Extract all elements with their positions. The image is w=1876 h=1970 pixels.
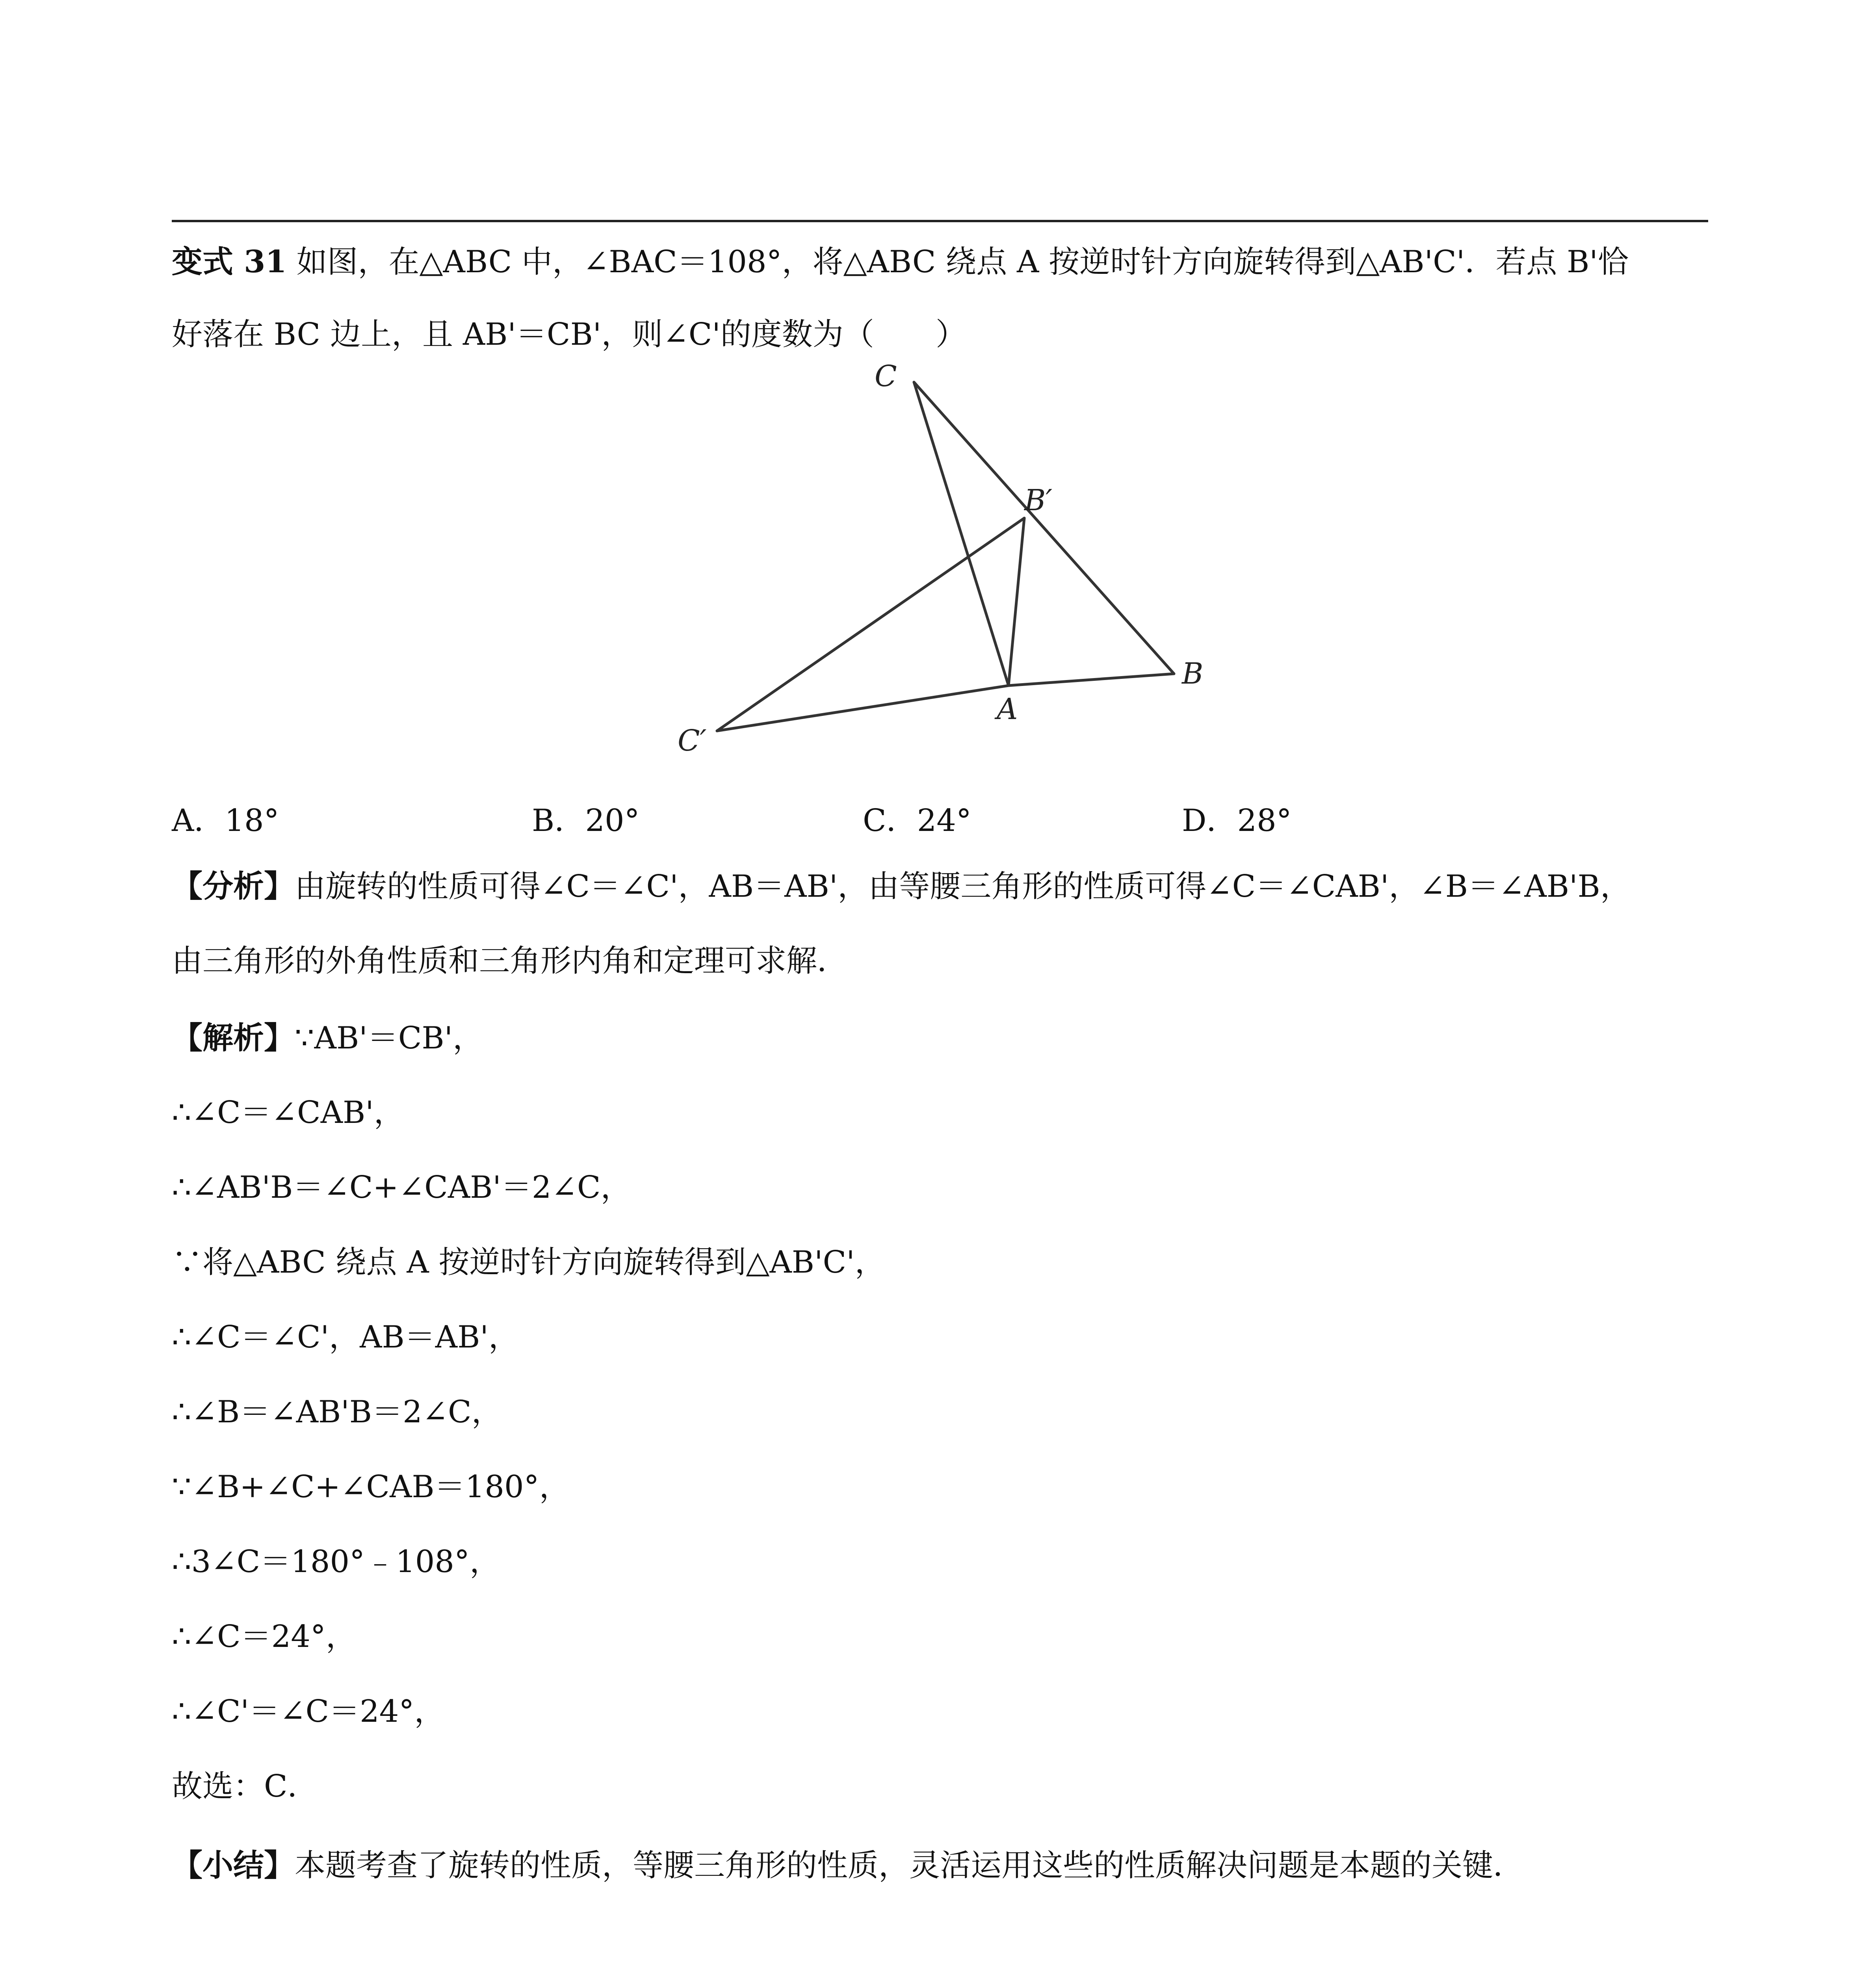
- summary-label: 【小结】: [172, 1847, 295, 1883]
- segment-ca: [914, 382, 1009, 686]
- triangle-diagram: [646, 362, 1245, 780]
- top-rule: [172, 220, 1708, 222]
- label-b: B: [1182, 657, 1204, 691]
- solution-step: ∵∠B+∠C+∠CAB＝180°，: [172, 1469, 570, 1505]
- geometry-figure: [646, 362, 1245, 780]
- analysis-text-1: 由旋转的性质可得∠C＝∠C'，AB＝AB'，由等腰三角形的性质可得∠C＝∠CAB'，∠B＝∠AB'B，: [295, 869, 1631, 904]
- segment-ab: [1009, 674, 1174, 686]
- solution-step: ∴∠C＝∠CAB'，: [172, 1095, 405, 1130]
- segment-b-prime-c-prime: [717, 518, 1024, 731]
- solution-step: ∴3∠C＝180°﹣108°，: [172, 1544, 501, 1580]
- label-a: A: [997, 692, 1018, 726]
- label-b-prime: B′: [1024, 483, 1053, 517]
- option-c: C．24°: [863, 803, 971, 838]
- solution-answer: 故选：C．: [172, 1769, 318, 1804]
- option-b: B．20°: [532, 803, 640, 838]
- segment-cb: [914, 382, 1174, 674]
- question-label: 变式 31: [172, 244, 287, 280]
- summary-text: 本题考查了旋转的性质，等腰三角形的性质，灵活运用这些的性质解决问题是本题的关键．: [295, 1848, 1524, 1883]
- question-line-1: [172, 244, 1629, 280]
- solution-label: 【解析】: [172, 1020, 295, 1056]
- solution-step: ∴∠AB'B＝∠C+∠CAB'＝2∠C，: [172, 1170, 632, 1205]
- option-d: D．28°: [1182, 803, 1292, 838]
- segment-ac-prime: [717, 686, 1009, 731]
- solution-step: ∴∠C＝24°，: [172, 1619, 357, 1654]
- option-a: A．18°: [172, 803, 279, 838]
- solution-step: ∵将△ABC 绕点 A 按逆时针方向旋转得到△AB'C'，: [172, 1245, 886, 1280]
- question-line-2: 好落在 BC 边上，且 AB'＝CB'，则∠C'的度数为（ ）: [172, 317, 966, 352]
- summary-line: [172, 1848, 1524, 1884]
- analysis-line-2: 由三角形的外角性质和三角形内角和定理可求解．: [172, 943, 848, 979]
- label-c: C: [875, 362, 897, 393]
- solution-first-step: ∵AB'＝CB'，: [295, 1020, 484, 1056]
- question-text-1: 如图，在△ABC 中，∠BAC＝108°，将△ABC 绕点 A 按逆时针方向旋转得到△AB'C'．若点 B'恰: [296, 244, 1629, 280]
- analysis-label: 【分析】: [172, 868, 295, 904]
- solution-line-1: [172, 1020, 483, 1056]
- label-c-prime: C′: [678, 724, 707, 758]
- solution-step: ∴∠B＝∠AB'B＝2∠C，: [172, 1394, 502, 1430]
- analysis-line-1: [172, 869, 1631, 905]
- solution-step: ∴∠C＝∠C'，AB＝AB'，: [172, 1320, 519, 1355]
- solution-step: ∴∠C'＝∠C＝24°，: [172, 1694, 445, 1729]
- segment-ab-prime: [1009, 518, 1024, 686]
